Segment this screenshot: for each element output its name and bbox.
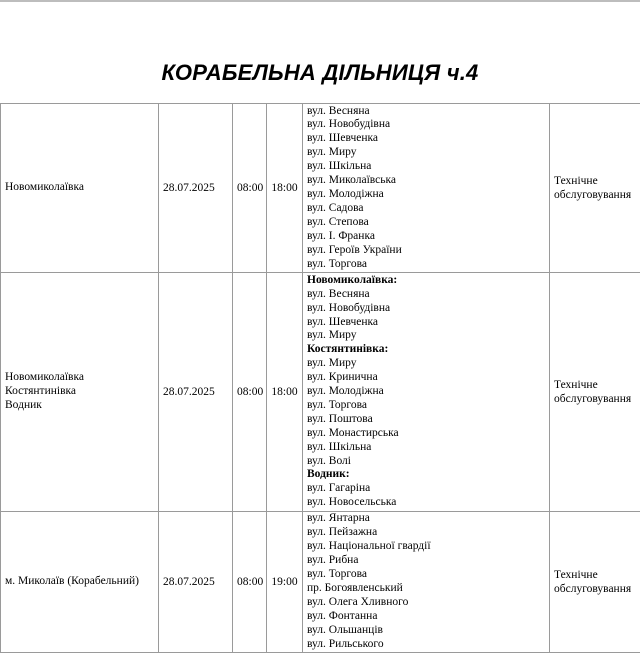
street-item: вул. Героїв України [307,243,402,256]
street-item: вул. Миколаївська [307,174,397,187]
date-cell: 28.07.2025 [159,512,233,653]
reason-cell: Технічне обслуговування [550,273,640,512]
street-item: вул. І. Франка [307,229,375,242]
street-item: вул. Шкільна [307,160,372,173]
street-item: вул. Новобудівна [307,118,391,131]
street-item: вул. Національної гвардії [307,540,431,553]
street-item: вул. Молодіжна [307,188,384,200]
locality-heading: Водник: [307,468,350,481]
date-cell: 28.07.2025 [159,104,233,273]
start-time-cell: 08:00 [233,273,267,512]
street-item: вул. Шевченка [307,315,379,328]
locality-name: Водник [5,398,42,411]
street-item: вул. Фонтанна [307,609,378,622]
street-item: вул. Весняна [307,287,370,300]
street-item: вул. Миру [307,357,357,370]
start-time-cell: 08:00 [233,104,267,273]
street-item: вул. Пейзажна [307,526,378,539]
locality-name: м. Миколаїв (Корабельний) [5,575,139,588]
street-item: вул. Весняна [307,104,370,117]
locality-name: Новомиколаївка [5,181,84,194]
streets-cell [303,273,550,512]
street-item: вул. Кринична [307,371,378,384]
street-item: вул. Молодіжна [307,385,384,398]
table-row [1,512,640,653]
table-row [1,104,640,273]
streets-cell [303,104,550,273]
street-item: вул. Волі [307,454,351,467]
street-item: вул. Степова [307,215,369,228]
street-item: вул. Гагаріна [307,482,371,495]
street-item: вул. Монастирська [307,426,399,439]
locality-cell [1,512,159,653]
street-item: вул. Новосельська [307,496,397,509]
street-item: вул. Олега Хливного [307,595,409,608]
street-item: вул. Миру [307,146,357,159]
reason-cell: Технічне обслуговування [550,512,640,653]
table-row [1,273,640,512]
locality-heading: Костянтинівка: [307,343,389,356]
reason-cell: Технічне обслуговування [550,104,640,273]
locality-cell [1,104,159,273]
street-item: вул. Рильського [307,637,384,650]
locality-name: Костянтинівка [5,385,77,398]
locality-heading: Новомиколаївка: [307,273,398,286]
page-title: КОРАБЕЛЬНА ДІЛЬНИЦЯ ч.4 [161,60,479,85]
street-item: вул. Янтарна [307,512,370,525]
locality-cell [1,273,159,512]
street-item: пр. Богоявленський [307,582,403,594]
end-time-cell: 18:00 [267,104,303,273]
outage-schedule-table [0,103,640,653]
street-item: вул. Садова [307,201,364,214]
schedule-body [1,104,640,653]
street-item: вул. Рибна [307,554,359,567]
streets-cell [303,512,550,653]
street-item: вул. Миру [307,329,357,342]
date-cell: 28.07.2025 [159,273,233,512]
street-item: вул. Торгова [307,257,367,270]
street-item: вул. Новобудівна [307,301,391,314]
top-divider [0,0,640,2]
end-time-cell: 18:00 [267,273,303,512]
street-item: вул. Торгова [307,398,367,411]
end-time-cell: 19:00 [267,512,303,653]
street-item: вул. Шевченка [307,132,379,145]
street-item: вул. Поштова [307,412,373,425]
street-item: вул. Шкільна [307,440,372,453]
street-item: вул. Торгова [307,568,367,581]
locality-name: Новомиколаївка [5,371,84,384]
street-item: вул. Ольшанців [307,623,383,636]
start-time-cell: 08:00 [233,512,267,653]
